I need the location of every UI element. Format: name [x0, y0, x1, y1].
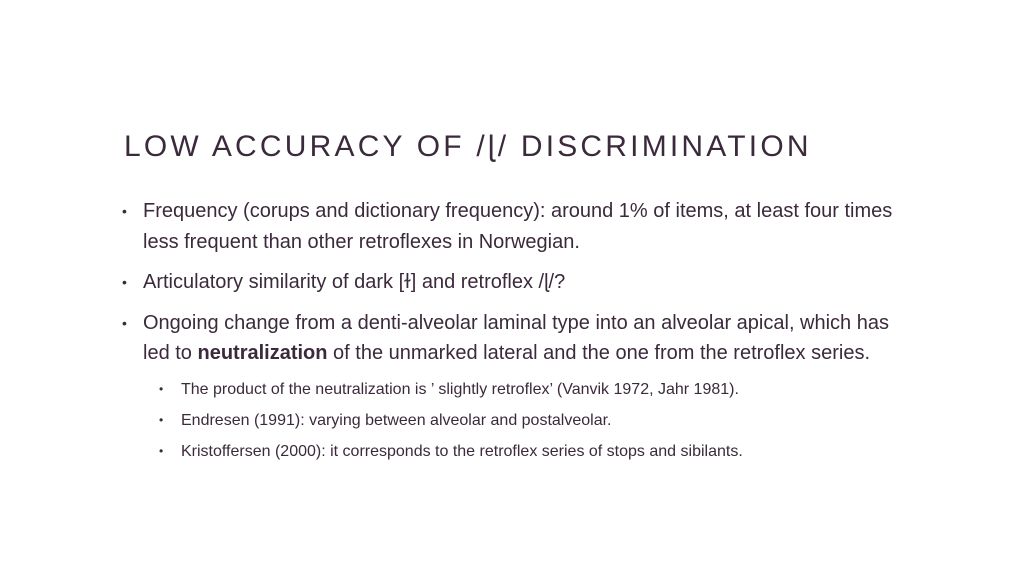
sub-bullet-list [122, 379, 902, 462]
bullet-item-articulatory [122, 267, 902, 298]
slide-title: LOW ACCURACY OF /ɭ/ DISCRIMINATION [124, 130, 812, 163]
sub-bullet-item-kristoffersen [122, 441, 902, 462]
bullet-text: Articulatory similarity of dark [ɫ] and retroflex /ɭ/? [143, 271, 566, 293]
sub-bullet-marker: • [159, 412, 164, 427]
sub-bullet-text: Endresen (1991): varying between alveolar and postalveolar. [181, 411, 612, 429]
sub-bullet-text: The product of the neutralization is ’ slightly retroflex’ (Vanvik 1972, Jahr 1981). [181, 380, 739, 398]
bullet-text-after: of the unmarked lateral and the one from the retroflex series. [327, 342, 871, 364]
bullet-text-before: Ongoing change from a denti-alveolar laminal type into an alveolar apical, which has led to [143, 311, 889, 364]
bullet-list [122, 196, 902, 462]
sub-bullet-text: Kristoffersen (2000): it corresponds to the retroflex series of stops and sibilants. [181, 442, 743, 460]
bullet-item-frequency [122, 196, 902, 257]
bullet-marker: • [122, 203, 127, 219]
bullet-text: Frequency (corups and dictionary frequency): around 1% of items, at least four times less frequent than other retroflexes in Norwegian. [143, 200, 893, 253]
sub-bullet-marker: • [159, 381, 164, 396]
bullet-text-bold: neutralization [197, 342, 328, 364]
bullet-marker: • [122, 314, 127, 331]
sub-bullet-item-endresen [122, 410, 902, 431]
sub-bullet-marker: • [159, 443, 164, 458]
bullet-marker: • [122, 274, 127, 290]
bullet-item-ongoing-change [122, 308, 902, 369]
sub-bullet-item-product [122, 379, 902, 400]
